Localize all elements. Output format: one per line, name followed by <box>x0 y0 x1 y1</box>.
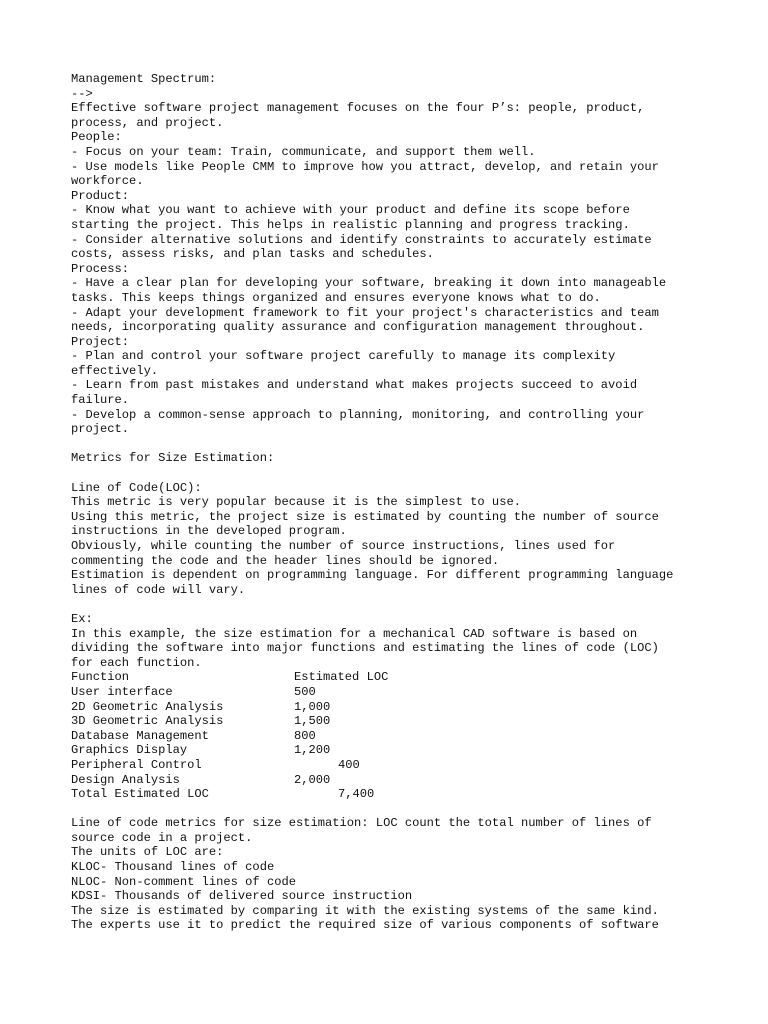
table-cell-function: Database Management <box>71 728 209 743</box>
text-line: Product: <box>71 188 130 203</box>
table-header-loc: Estimated LOC <box>294 670 389 685</box>
text-line: project. <box>71 422 130 437</box>
text-line: Line of Code(LOC): <box>71 480 202 495</box>
table-row <box>71 743 731 758</box>
text-line: - Use models like People CMM to improve how you attract, develop, and retain your <box>71 159 659 174</box>
text-line: The units of LOC are: <box>71 845 224 860</box>
table-cell-loc: 1,500 <box>294 714 331 729</box>
text-line: --> <box>71 86 93 101</box>
table-header-function: Function <box>71 670 130 685</box>
table-cell-function: Peripheral Control <box>71 757 202 772</box>
text-line: Project: <box>71 334 130 349</box>
blank-line <box>71 802 731 817</box>
table-row <box>71 758 731 773</box>
text-line: - Adapt your development framework to fit your project's characteristics and team <box>71 305 659 320</box>
loc-table-header <box>71 670 731 685</box>
text-line: for each function. <box>71 655 202 670</box>
text-line: starting the project. This helps in realistic planning and progress tracking. <box>71 217 630 232</box>
table-cell-function: User interface <box>71 684 173 699</box>
text-line: - Focus on your team: Train, communicate, and support them well. <box>71 144 536 159</box>
table-row <box>71 729 731 744</box>
table-cell-loc: 800 <box>294 728 316 743</box>
text-line: costs, assess risks, and plan tasks and schedules. <box>71 247 434 262</box>
text-line: commenting the code and the header lines should be ignored. <box>71 553 500 568</box>
text-line: process, and project. <box>71 115 224 130</box>
blank-line <box>71 597 731 612</box>
table-cell-function: 2D Geometric Analysis <box>71 699 224 714</box>
text-line: Effective software project management focuses on the four P’s: people, product, <box>71 101 645 116</box>
text-line: lines of code will vary. <box>71 582 246 597</box>
table-cell-function: Graphics Display <box>71 743 188 758</box>
text-line: instructions in the developed program. <box>71 524 347 539</box>
table-cell-loc: 7,400 <box>338 787 375 802</box>
text-line: Management Spectrum: <box>71 72 217 86</box>
text-line: - Develop a common-sense approach to planning, monitoring, and controlling your <box>71 407 645 422</box>
table-row <box>71 700 731 715</box>
table-cell-function: Total Estimated LOC <box>71 787 209 802</box>
text-line: Using this metric, the project size is estimated by counting the number of source <box>71 509 659 524</box>
table-cell-function: 3D Geometric Analysis <box>71 714 224 729</box>
table-cell-loc: 500 <box>294 684 316 699</box>
table-cell-loc: 1,000 <box>294 699 331 714</box>
table-row <box>71 714 731 729</box>
document-text-part1 <box>71 72 731 670</box>
table-row <box>71 773 731 788</box>
text-line: - Plan and control your software project carefully to manage its complexity <box>71 349 616 364</box>
document-text-part2 <box>71 802 731 933</box>
text-line: People: <box>71 130 122 145</box>
text-line: dividing the software into major functions and estimating the lines of code (LOC) <box>71 641 659 656</box>
section-heading: Metrics for Size Estimation: <box>71 451 275 466</box>
text-line: Ex: <box>71 611 93 626</box>
table-row <box>71 685 731 700</box>
table-cell-loc: 1,200 <box>294 743 331 758</box>
text-line: Line of code metrics for size estimation: LOC count the total number of lines of <box>71 816 652 831</box>
text-line: Obviously, while counting the number of source instructions, lines used for <box>71 539 616 553</box>
text-line: The size is estimated by comparing it with the existing systems of the same kind. <box>71 903 659 918</box>
document-page <box>71 72 731 933</box>
text-line: needs, incorporating quality assurance and configuration management throughout. <box>71 320 645 335</box>
text-line: - Know what you want to achieve with your product and define its scope before <box>71 203 630 218</box>
text-line: source code in a project. <box>71 830 253 845</box>
table-cell-function: Design Analysis <box>71 772 180 787</box>
text-line: effectively. <box>71 363 159 378</box>
blank-line <box>71 466 731 481</box>
loc-table <box>71 670 731 801</box>
table-row-total <box>71 787 731 802</box>
text-line: failure. <box>71 393 130 408</box>
text-line: tasks. This keeps things organized and ensures everyone knows what to do. <box>71 290 601 305</box>
table-cell-loc: 2,000 <box>294 772 331 787</box>
table-cell-loc: 400 <box>338 757 360 772</box>
text-line: - Learn from past mistakes and understand what makes projects succeed to avoid <box>71 378 638 393</box>
text-line: - Consider alternative solutions and identify constraints to accurately estimate <box>71 232 652 247</box>
text-line: Estimation is dependent on programming language. For different programming language <box>71 568 674 583</box>
text-line: NLOC- Non-comment lines of code <box>71 874 296 889</box>
text-line: KLOC- Thousand lines of code <box>71 860 275 875</box>
text-line: Process: <box>71 261 130 276</box>
text-line: - Have a clear plan for developing your software, breaking it down into manageable <box>71 276 667 291</box>
text-line: This metric is very popular because it is the simplest to use. <box>71 495 521 510</box>
text-line: In this example, the size estimation for a mechanical CAD software is based on <box>71 626 638 641</box>
blank-line <box>71 437 731 452</box>
text-line: KDSI- Thousands of delivered source instruction <box>71 889 413 904</box>
text-line: workforce. <box>71 174 144 189</box>
text-line: The experts use it to predict the required size of various components of software <box>71 918 659 933</box>
